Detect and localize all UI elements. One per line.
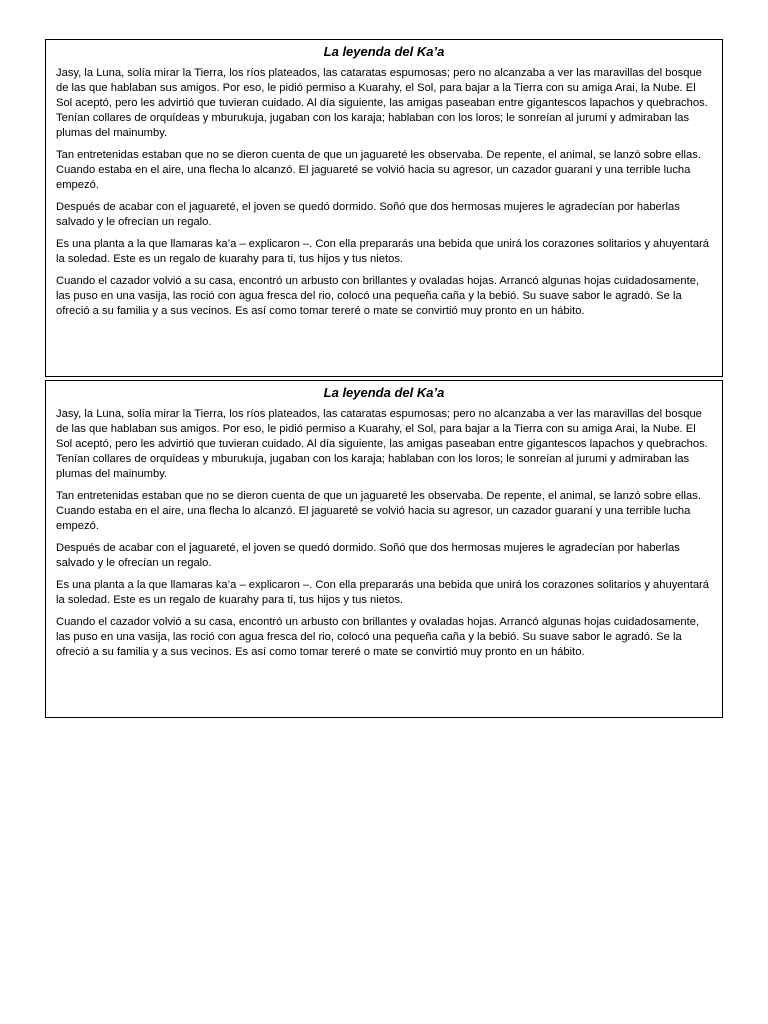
paragraph-2: Tan entretenidas estaban que no se dieron cuenta de que un jaguareté les observaba. De repente, el animal, se lanzó sobre ellas. Cuando estaba en el aire, una flecha lo alcanzó. El jaguareté se volvió hacia su agresor, un cazador guaraní y una terrible lucha empezó. xyxy=(56,490,701,532)
paragraph-5: Cuando el cazador volvió a su casa, encontró un arbusto con brillantes y ovaladas hojas. Arrancó algunas hojas cuidadosamente, las puso en una vasija, las roció con agua fresca del rio, colocó una pequeña caña y la bebió. Su suave sabor le agradó. Se la ofreció a su familia y a sus vecinos. Es así como tomar tereré o mate se convirtió muy pronto en un hábito. xyxy=(56,616,700,658)
paragraph-4: Es una planta a la que llamaras ka’a – explicaron –. Con ella prepararás una bebida que unirá los corazones solitarios y ahuyentará la soledad. Este es un regalo de kuarahy para ti, tus hijos y tus nietos. xyxy=(56,579,710,606)
card-title: La leyenda del Ka’a xyxy=(323,44,445,59)
paragraph-1: Jasy, la Luna, solía mirar la Tierra, los ríos plateados, las cataratas espumosas; pero no alcanzaba a ver las maravillas del bosque de las que hablaban sus amigos. Por eso, le pidió permiso a Kuarahy, el Sol, para bajar a la Tierra con su amiga Arai, la Nube. El Sol aceptó, pero les advirtió que tuvieran cuidado. Al día siguiente, las amigas paseaban entre gigantescos lapachos y quebrachos. Tenían collares de orquídeas y mburukuja, jugaban con los karaja; hablaban con los loros; le sonreían al jurumi y admiraban las plumas del mainumby. xyxy=(56,408,708,480)
paragraph-5: Cuando el cazador volvió a su casa, encontró un arbusto con brillantes y ovaladas hojas. Arrancó algunas hojas cuidadosamente, las puso en una vasija, las roció con agua fresca del rio, colocó una pequeña caña y la bebió. Su suave sabor le agradó. Se la ofreció a su familia y a sus vecinos. Es así como tomar tereré o mate se convirtió muy pronto en un hábito. xyxy=(56,275,700,317)
legend-card-2 xyxy=(45,380,723,718)
paragraph-4: Es una planta a la que llamaras ka’a – explicaron –. Con ella prepararás una bebida que unirá los corazones solitarios y ahuyentará la soledad. Este es un regalo de kuarahy para ti, tus hijos y tus nietos. xyxy=(56,238,710,265)
card-title: La leyenda del Ka’a xyxy=(323,385,445,400)
paragraph-3: Después de acabar con el jaguareté, el joven se quedó dormido. Soñó que dos hermosas mujeres le agradecían por haberlas salvado y le ofrecían un regalo. xyxy=(56,542,680,569)
paragraph-1: Jasy, la Luna, solía mirar la Tierra, los ríos plateados, las cataratas espumosas; pero no alcanzaba a ver las maravillas del bosque de las que hablaban sus amigos. Por eso, le pidió permiso a Kuarahy, el Sol, para bajar a la Tierra con su amiga Arai, la Nube. El Sol aceptó, pero les advirtió que tuvieran cuidado. Al día siguiente, las amigas paseaban entre gigantescos lapachos y quebrachos. Tenían collares de orquídeas y mburukuja, jugaban con los karaja; hablaban con los loros; le sonreían al jurumi y admiraban las plumas del mainumby. xyxy=(56,67,708,139)
legend-card-1 xyxy=(45,39,723,377)
paragraph-3: Después de acabar con el jaguareté, el joven se quedó dormido. Soñó que dos hermosas mujeres le agradecían por haberlas salvado y le ofrecían un regalo. xyxy=(56,201,680,228)
paragraph-2: Tan entretenidas estaban que no se dieron cuenta de que un jaguareté les observaba. De repente, el animal, se lanzó sobre ellas. Cuando estaba en el aire, una flecha lo alcanzó. El jaguareté se volvió hacia su agresor, un cazador guaraní y una terrible lucha empezó. xyxy=(56,149,701,191)
